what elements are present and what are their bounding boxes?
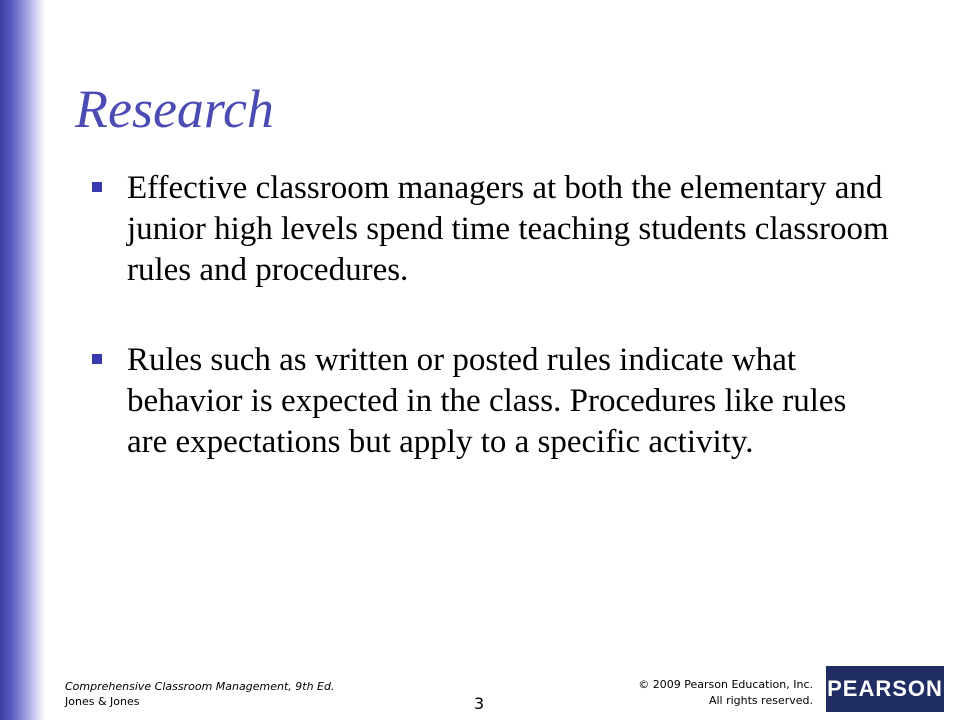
bullet-text: Rules such as written or posted rules indicate what behavior is expected in the class. Procedures like rules are expectations but apply to a specific activity.	[127, 342, 847, 460]
page-number: 3	[474, 694, 485, 713]
slide-title: Research	[75, 79, 274, 139]
bullet-item	[92, 340, 892, 463]
logo-text: PEARSON	[827, 676, 943, 701]
book-title: Comprehensive Classroom Management, 9th Ed.	[65, 680, 335, 693]
pearson-logo	[826, 666, 944, 712]
square-bullet-icon	[92, 182, 102, 192]
bullet-list	[92, 168, 892, 463]
square-bullet-icon	[92, 354, 102, 364]
bullet-text: Effective classroom managers at both the elementary and junior high levels spend time teaching students classroom rules and procedures.	[127, 170, 889, 288]
bullet-item	[92, 168, 892, 291]
left-gradient-bar	[0, 0, 46, 720]
footer-citation	[65, 679, 334, 709]
authors: Jones & Jones	[65, 695, 140, 708]
copyright-notice	[638, 677, 813, 709]
rights-line: All rights reserved.	[708, 694, 813, 707]
copyright-line: © 2009 Pearson Education, Inc.	[638, 678, 813, 691]
